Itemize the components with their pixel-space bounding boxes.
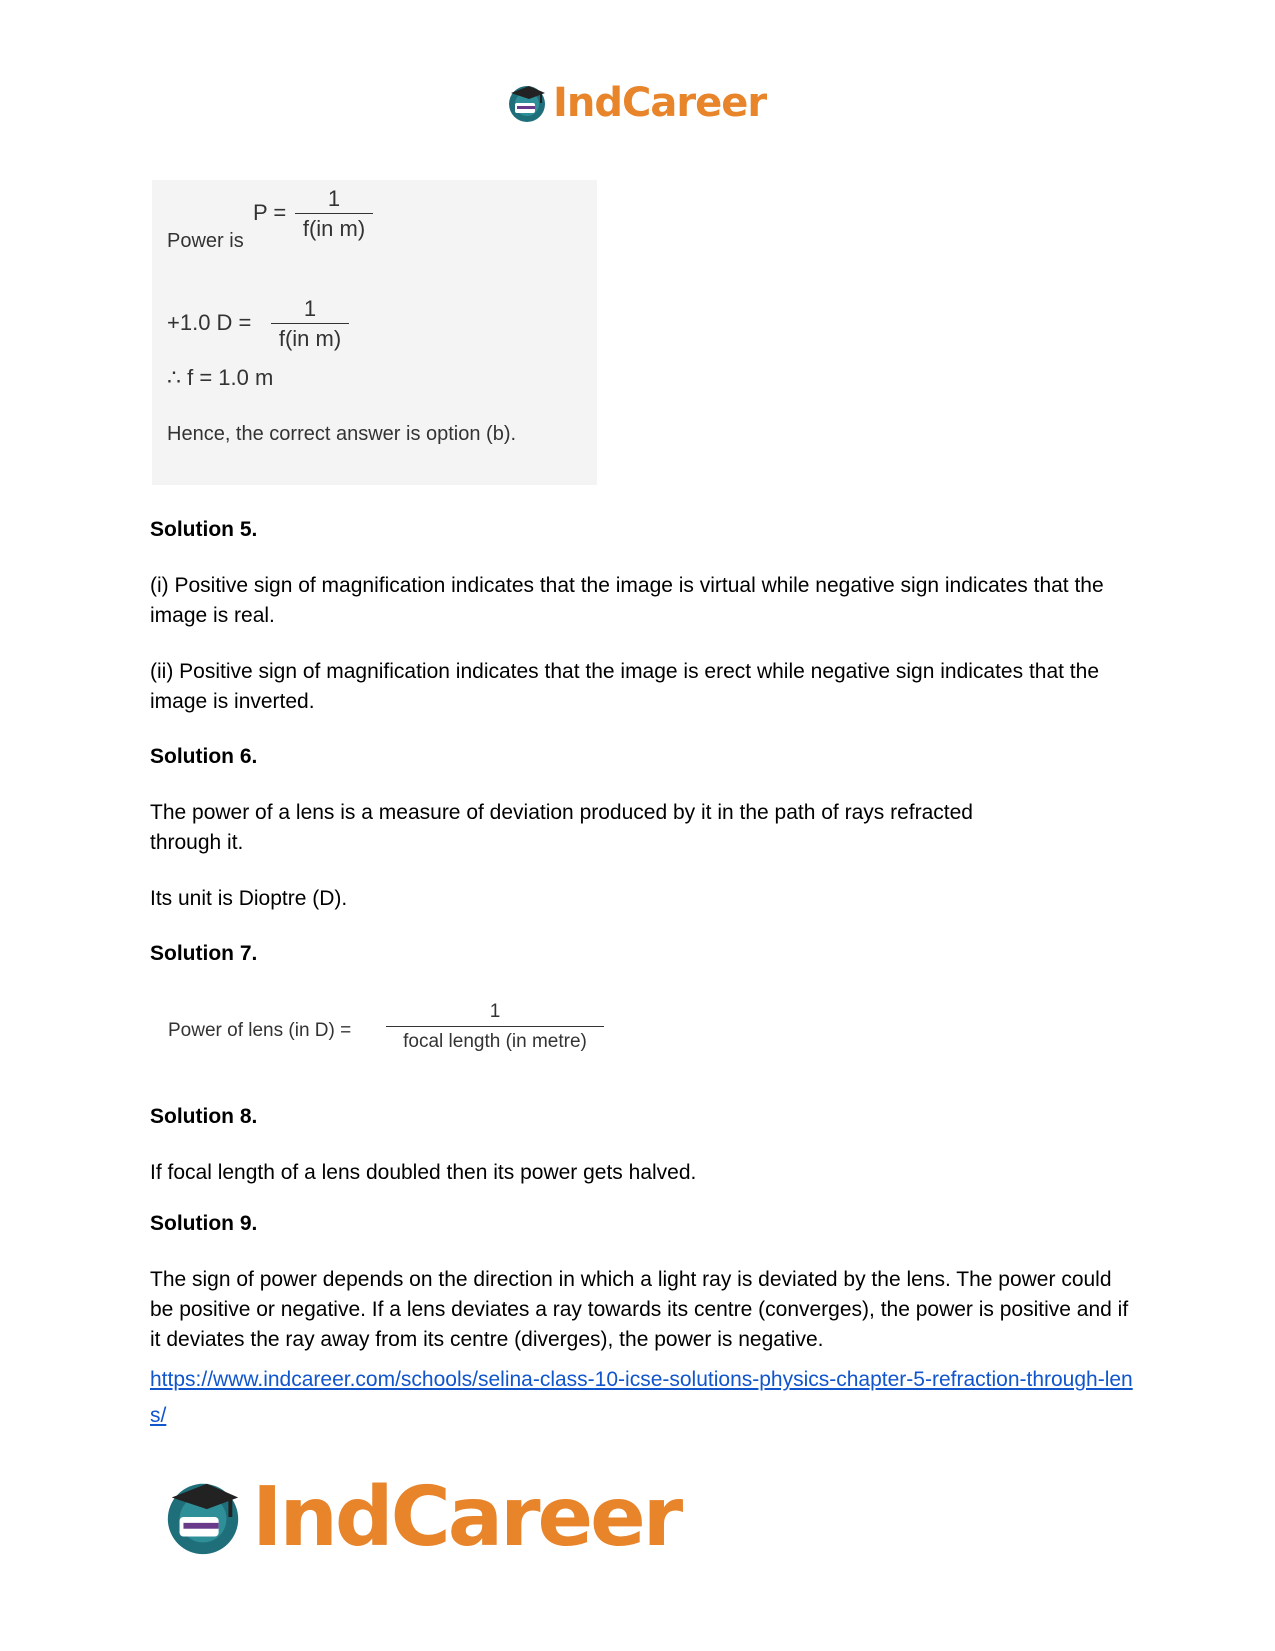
fraction-1-denominator: f(in m) — [302, 216, 366, 241]
footer-logo — [160, 1469, 681, 1565]
therefore-line: ∴ f = 1.0 m — [167, 365, 274, 390]
solution-8-heading: Solution 8. — [150, 1105, 258, 1128]
solution-5-heading: Solution 5. — [150, 518, 258, 541]
solution-5-para-1: (i) Positive sign of magnification indicates that the image is virtual while negative sign indicates that the image is real. — [150, 574, 1104, 627]
fraction-2-denominator: f(in m) — [278, 326, 342, 351]
formula-fraction — [386, 1000, 604, 1055]
solution-6-para-2: Its unit is Dioptre (D). — [150, 887, 348, 910]
answer-line: Hence, the correct answer is option (b). — [167, 423, 517, 445]
solution-9-heading: Solution 9. — [150, 1212, 258, 1235]
source-link[interactable]: https://www.indcareer.com/schools/selina-class-10-icse-solutions-physics-chapter-5-refraction-through-lens/ — [150, 1368, 1133, 1427]
formula-lhs: Power of lens (in D) = — [168, 1020, 352, 1041]
brand-name: IndCareer — [553, 80, 767, 126]
power-label: Power is — [167, 230, 244, 252]
graduation-globe-icon — [160, 1474, 246, 1560]
formula-numerator: 1 — [489, 1001, 501, 1022]
fraction-bar — [295, 213, 373, 214]
graduation-globe-icon — [505, 81, 549, 125]
solution-9-para-1: The sign of power depends on the direction in which a light ray is deviated by the lens. The power could be positive or negative. If a lens deviates a ray towards its centre (converges), the power is positive and if it deviates the ray away from its centre (diverges), the power is negative. — [150, 1268, 1129, 1351]
solution-8-para-1: If focal length of a lens doubled then its power gets halved. — [150, 1161, 697, 1184]
fraction-bar — [386, 1026, 604, 1027]
solution-7-heading: Solution 7. — [150, 942, 258, 965]
solution-6-heading: Solution 6. — [150, 745, 258, 768]
fraction-2-numerator: 1 — [303, 296, 317, 321]
fraction-1 — [295, 187, 373, 242]
power-value: +1.0 D = — [167, 310, 252, 335]
formula-image — [152, 180, 597, 485]
brand-name: IndCareer — [252, 1469, 681, 1565]
fraction-1-numerator: 1 — [327, 186, 341, 211]
solution-5-para-2: (ii) Positive sign of magnification indicates that the image is erect while negative sign indicates that the image is inverted. — [150, 660, 1099, 713]
fraction-2 — [271, 297, 349, 352]
formula-denominator: focal length (in metre) — [403, 1031, 587, 1052]
solution-7-formula — [160, 1000, 620, 1065]
header-logo — [505, 78, 766, 128]
solution-6-para-1: The power of a lens is a measure of deviation produced by it in the path of rays refracted through it. — [150, 801, 973, 854]
fraction-bar — [271, 323, 349, 324]
p-equals: P = — [253, 200, 287, 225]
